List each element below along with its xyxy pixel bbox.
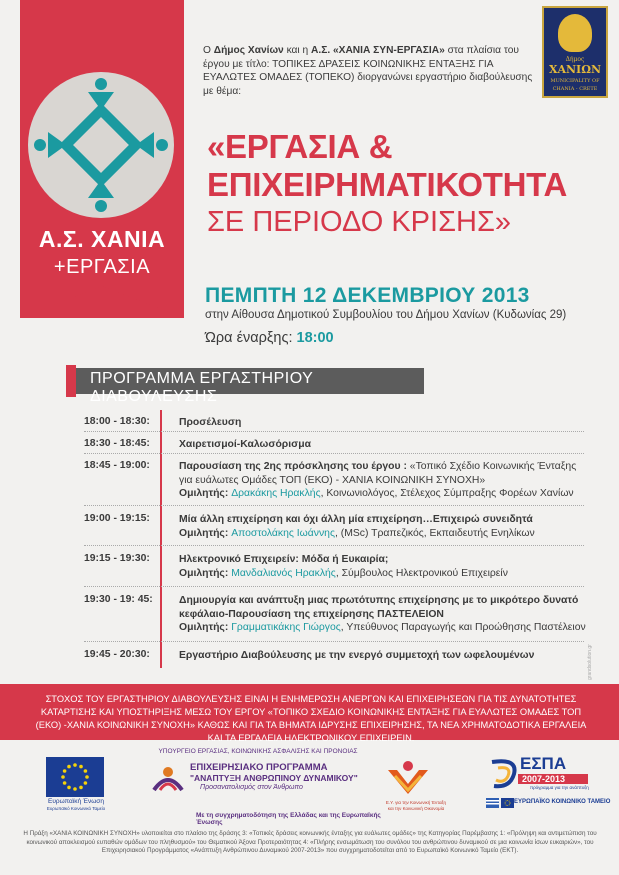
intro-part2: και η [283, 45, 312, 56]
schedule-title: Εργαστήριο Διαβούλευσης με την ενεργό συμμετοχή των ωφελουμένων [179, 650, 535, 661]
municipality-logo [542, 6, 608, 98]
agency-caption: Ε.Υ. για την Κοινωνική Ένταξη [385, 800, 447, 805]
schedule-text [179, 553, 589, 580]
headline-line2: ΕΠΙΧΕΙΡΗΜΑΤΙΚΟΤΗΤΑ [207, 166, 568, 203]
schedule-separator [84, 431, 584, 432]
ribbon-subtitle: +ΕΡΓΑΣΙΑ [53, 256, 151, 278]
event-date: ΠΕΜΠΤΗ 12 ΔΕΚΕΜΒΡΙΟΥ 2013 [205, 284, 530, 307]
footer-note: Η Πράξη «ΧΑΝΙΑ ΚΟΙΝΩΝΙΚΗ ΣΥΝΟΧΗ» υλοποιείται στο πλαίσιο της δράσης 3: «Τοπικές δράσεις κοινωνικής ένταξης για ευάλωτες ομάδες» της Κατηγορίας Παρέμβασης 1: «Πρόληψη και αντιμετώπιση του κοινωνικού αποκλεισμού ευπαθών ομάδων του πληθυσμού» του Θεματικού Άξονα Προτεραιότητας 4: «Πλήρης ενσωμάτωση του συνόλου του ανθρώπινου δυναμικού σε μια κοινωνία ίσων ευκαιριών», του Επιχειρησιακού Προγράμματος «Ανάπτυξη Ανθρώπινου Δυναμικού 2007-2013» που συγχρηματοδοτείται από το Ευρωπαϊκό Κοινωνικό Ταμείο (ΕΚΤ). [23, 830, 597, 854]
schedule-time: 19:15 - 19:30: [84, 553, 150, 564]
schedule-title: Χαιρετισμοί-Καλωσόρισμα [179, 439, 311, 450]
headline-line3: ΣΕ ΠΕΡΙΟΔΟ ΚΡΙΣΗΣ» [207, 206, 512, 238]
cofunding-note: Με τη συγχρηματοδότηση της Ελλάδας και της Ευρωπαϊκής Ένωσης [196, 812, 381, 826]
schedule-text [179, 594, 589, 635]
speaker-name: Γραμματικάκης Γιώργος [231, 622, 341, 633]
schedule-title: Προσέλευση [179, 417, 242, 428]
agency-caption-sub: και την Κοινωνική Οικονομία [387, 806, 445, 811]
social-inclusion-agency-icon [383, 758, 433, 798]
schedule-text [179, 460, 589, 501]
speaker-role: , Σύμβουλος Ηλεκτρονικού Επιχειρείν [335, 567, 508, 579]
op-programme-line3: Προσανατολισμός στον Άνθρωπο [200, 784, 303, 791]
schedule-separator [84, 586, 584, 587]
program-title: ΠΡΟΓΡΑΜΜΑ ΕΡΓΑΣΤΗΡΙΟΥ ΔΙΑΒΟΥΛΕΥΣΗΣ [90, 370, 314, 405]
speaker-label: Ομιλητής: [179, 488, 232, 499]
eu-flag-icon [46, 757, 104, 797]
speaker-role: , Κοινωνιολόγος, Στέλεχος Σύμπραξης Φορέων Χανίων [320, 488, 574, 499]
speaker-role: , Υπεύθυνος Παραγωγής και Προώθησης Παστέλειον [340, 622, 586, 633]
event-venue: στην Αίθουσα Δημοτικού Συμβουλίου του Δήμου Χανίων (Κυδωνίας 29) [205, 309, 567, 321]
schedule-title: Ηλεκτρονικό Επιχειρείν: Μόδα ή Ευκαιρία; [179, 554, 389, 565]
four-figures-cross-icon [28, 72, 174, 218]
eu-caption: Ευρωπαϊκή Ένωση [48, 798, 104, 805]
schedule-time: 18:45 - 19:00: [84, 460, 150, 471]
schedule-time: 19:30 - 19: 45: [84, 594, 153, 605]
speaker-label: Ομιλητής: [179, 622, 232, 633]
schedule-time: 19:00 - 19:15: [84, 513, 150, 524]
ministry-name: ΥΠΟΥΡΓΕΙΟ ΕΡΓΑΣΙΑΣ, ΚΟΙΝΩΝΙΚΗΣ ΑΣΦΑΛΙΣΗΣ ΚΑΙ ΠΡΟΝΟΙΑΣ [158, 748, 358, 755]
program-bar-accent [66, 365, 76, 397]
start-time: 18:00 [296, 330, 334, 346]
ribbon-title: Α.Σ. ΧΑΝΙΑ [38, 226, 166, 252]
event-start [205, 330, 505, 346]
headline [207, 128, 607, 240]
op-programme-line1: ΕΠΙΧΕΙΡΗΣΙΑΚΟ ΠΡΟΓΡΑΜΜΑ [190, 762, 328, 773]
speaker-name: Μανδαλιανός Ηρακλής [231, 567, 336, 579]
start-label: Ώρα έναρξης: [205, 330, 297, 346]
op-programme-line2: "ΑΝΑΠΤΥΞΗ ΑΝΘΡΩΠΙΝΟΥ ΔΥΝΑΜΙΚΟΥ" [190, 773, 358, 783]
headline-line1: «ΕΡΓΑΣΙΑ & [207, 128, 393, 165]
greece-eu-flags-icon [486, 798, 514, 808]
schedule-title: Δημιουργία και ανάπτυξη μιας πρωτότυπης επιχείρησης με το μικρότερο δυνατό κεφάλαιο-Παρουσίαση της επιχείρησης ΠΑΣΤΕΛΕΙΟΝ [179, 595, 579, 620]
schedule-text [179, 416, 589, 430]
goal-text: ΣΤΟΧΟΣ ΤΟΥ ΕΡΓΑΣΤΗΡΙΟΥ ΔΙΑΒΟΥΛΕΥΣΗΣ ΕΙΝΑΙ Η ΕΝΗΜΕΡΩΣΗ ΑΝΕΡΓΩΝ ΚΑΙ ΕΠΙΧΕΙΡΗΣΕΩΝ ΓΙΑ ΤΙΣ ΔΥΝΑΤΟΤΗΤΕΣ ΚΑΤΑΡΤΙΣΗΣ ΚΑΙ ΥΠΟΣΤΗΡΙΞΗΣ ΜΕΣΩ ΤΟΥ ΕΡΓΟΥ «ΤΟΠΙΚΟ ΣΧΕΔΙΟ ΚΟΙΝΩΝΙΚΗΣ ΕΝΤΑΞΗΣ ΓΙΑ ΕΥΑΛΩΤΕΣ ΟΜΑΔΕΣ ΤΟΠ (ΕΚΟ) -ΧΑΝΙΑ ΚΟΙΝΩΝΙΚΗ ΣΥΝΟΧΗ» ΚΑΘΩΣ ΚΑΙ ΓΙΑ ΤΑ ΒΗΜΑΤΑ ΙΔΡΥΣΗΣ ΕΠΙΧΕΙΡΗΣΗΣ, ΤΑ ΝΕΑ ΧΡΗΜΑΤΟΔΟΤΙΚΑ ΕΡΓΑΛΕΙΑ ΚΑΙ ΤΑ ΕΡΓΑΛΕΙΑ ΗΛΕΚΤΡΟΝΙΚΟΥ ΕΠΙΧΕΙΡΕΙΝ. [35, 694, 587, 743]
espa-fund-label: ΕΥΡΩΠΑΪΚΟ ΚΟΙΝΩΝΙΚΟ ΤΑΜΕΙΟ [514, 799, 611, 805]
eu-caption-sub: Ευρωπαϊκό Κοινωνικό Ταμείο [46, 806, 106, 811]
espa-years: 2007-2013 [518, 774, 588, 784]
municipality-logo-line3: MUNICIPALITY OF [550, 78, 600, 84]
goal-band [0, 684, 619, 743]
speaker-name: Δρακάκης Ηρακλής [231, 488, 321, 499]
speaker-role: , (MSc) Τραπεζικός, Εκπαιδευτής Ενηλίκων [334, 527, 535, 539]
espa-swirl-icon [488, 754, 522, 794]
speaker-label: Ομιλητής: [179, 567, 232, 579]
municipality-emblem-icon [558, 14, 592, 52]
speaker-label: Ομιλητής: [179, 527, 232, 539]
schedule-separator [84, 545, 584, 546]
intro-org1: Δήμος Χανίων [213, 45, 284, 56]
municipality-logo-line4: CHANIA - CRETE [552, 86, 598, 92]
side-credit: grandsolution.gr [587, 644, 593, 680]
schedule-divider [160, 410, 162, 668]
intro-part1: Ο [203, 45, 214, 56]
eu-stars [46, 757, 104, 797]
schedule-title-rest: «Τοπικό Σχέδιο Κοινωνικής Ένταξης για ευάλωτες Ομάδες ΤΟΠ (ΕΚΟ) - ΧΑΝΙΑ ΚΟΙΝΩΝΙΚΗ ΣΥΝΟΧΗ» [179, 461, 577, 486]
sponsor-logos [0, 748, 619, 828]
banner-ribbon [20, 0, 184, 318]
schedule-text [179, 513, 589, 540]
schedule-text [179, 649, 589, 663]
schedule-time: 18:00 - 18:30: [84, 416, 150, 427]
intro-paragraph [203, 44, 538, 98]
schedule-title: Παρουσίαση της 2ης πρόσκλησης του έργου : [179, 461, 407, 472]
schedule-text [179, 438, 589, 452]
espa-subtitle: πρόγραμμα για την ανάπτυξη [530, 785, 589, 790]
schedule-separator [84, 641, 584, 642]
schedule-time: 19:45 - 20:30: [84, 649, 150, 660]
intro-org2: Α.Σ. «ΧΑΝΙΑ ΣΥΝ-ΕΡΓΑΣΙΑ» [311, 45, 445, 56]
schedule-separator [84, 505, 584, 506]
schedule-time: 18:30 - 18:45: [84, 438, 150, 449]
intro-part3: στα πλαίσια του έργου με τίτλο: ΤΟΠΙΚΕΣ ΔΡΑΣΕΙΣ ΚΟΙΝΩΝΙΚΗΣ ΕΝΤΑΞΗΣ ΓΙΑ ΕΥΑΛΩΤΕΣ ΟΜΑΔΕΣ (ΤΟΠΕΚΟ) διοργανώνει εργαστήριο διαβούλευσης με θέμα: [203, 45, 533, 97]
schedule-title: Μία άλλη επιχείρηση και όχι άλλη μία επιχείρηση…Επιχειρώ συνειδητά [179, 514, 533, 525]
municipality-logo-line1: Δήμος [565, 56, 585, 63]
municipality-logo-line2: ΧΑΝΙΩΝ [548, 63, 602, 76]
operational-programme-icon [150, 764, 186, 792]
schedule-separator [84, 453, 584, 454]
espa-title: ΕΣΠΑ [520, 754, 567, 773]
emblem-circle [28, 72, 174, 218]
speaker-name: Αποστολάκης Ιωάννης [231, 527, 335, 539]
